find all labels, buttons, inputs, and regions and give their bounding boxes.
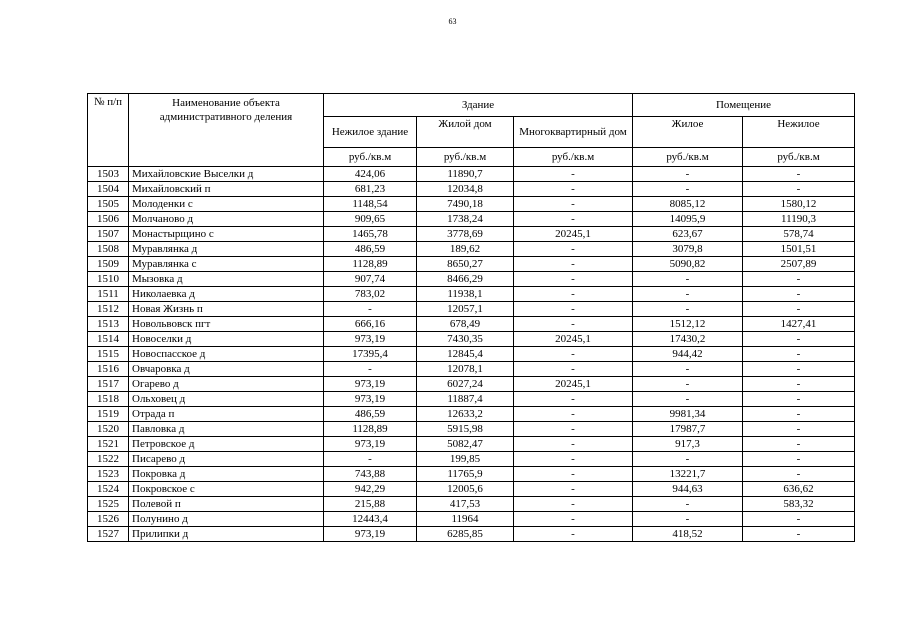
- row-number: 1507: [88, 227, 129, 242]
- table-row: [88, 212, 855, 227]
- row-number: 1516: [88, 362, 129, 377]
- table-row: [88, 512, 855, 527]
- row-value: 8085,12: [633, 197, 743, 212]
- row-value: -: [743, 272, 855, 287]
- row-name: Прилипки д: [129, 527, 324, 542]
- row-number: 1514: [88, 332, 129, 347]
- row-value: -: [514, 167, 633, 182]
- row-value: 12034,8: [417, 182, 514, 197]
- row-name: Мызовка д: [129, 272, 324, 287]
- row-value: -: [324, 362, 417, 377]
- row-value: 17395,4: [324, 347, 417, 362]
- row-value: -: [514, 512, 633, 527]
- row-value: 5090,82: [633, 257, 743, 272]
- row-value: 944,63: [633, 482, 743, 497]
- row-value: 1512,12: [633, 317, 743, 332]
- header-premises: Помещение: [633, 94, 855, 117]
- row-value: -: [633, 167, 743, 182]
- row-value: -: [743, 527, 855, 542]
- row-value: 2507,89: [743, 257, 855, 272]
- row-number: 1513: [88, 317, 129, 332]
- table-body: [88, 167, 855, 542]
- row-value: 11190,3: [743, 212, 855, 227]
- row-value: 6027,24: [417, 377, 514, 392]
- row-value: 11964: [417, 512, 514, 527]
- row-value: 7430,35: [417, 332, 514, 347]
- row-name: Огарево д: [129, 377, 324, 392]
- row-value: -: [633, 302, 743, 317]
- row-value: 12633,2: [417, 407, 514, 422]
- row-name: Полевой п: [129, 497, 324, 512]
- header-residential-house: Жилой дом: [417, 117, 514, 148]
- row-name: Михайловские Выселки д: [129, 167, 324, 182]
- table-row: [88, 467, 855, 482]
- unit-label: руб./кв.м: [514, 148, 633, 167]
- row-number: 1519: [88, 407, 129, 422]
- row-number: 1512: [88, 302, 129, 317]
- row-number: 1508: [88, 242, 129, 257]
- row-value: 678,49: [417, 317, 514, 332]
- table-row: [88, 392, 855, 407]
- header-nonresidential-premises: Нежилое: [743, 117, 855, 148]
- row-value: -: [743, 347, 855, 362]
- row-value: -: [743, 332, 855, 347]
- row-number: 1510: [88, 272, 129, 287]
- unit-label: руб./кв.м: [633, 148, 743, 167]
- row-name: Николаевка д: [129, 287, 324, 302]
- table-row: [88, 332, 855, 347]
- row-number: 1527: [88, 527, 129, 542]
- row-value: 973,19: [324, 377, 417, 392]
- row-number: 1524: [88, 482, 129, 497]
- header-building: Здание: [324, 94, 633, 117]
- row-value: 7490,18: [417, 197, 514, 212]
- row-value: 973,19: [324, 437, 417, 452]
- row-number: 1505: [88, 197, 129, 212]
- row-value: 13221,7: [633, 467, 743, 482]
- row-value: -: [324, 302, 417, 317]
- table-row: [88, 527, 855, 542]
- table-row: [88, 437, 855, 452]
- row-name: Михайловский п: [129, 182, 324, 197]
- header-apartment-building: Многоквартирный дом: [514, 117, 633, 148]
- row-value: -: [514, 272, 633, 287]
- row-value: -: [633, 452, 743, 467]
- header-nonresidential-building: Нежилое здание: [324, 117, 417, 148]
- row-value: -: [514, 242, 633, 257]
- table-row: [88, 482, 855, 497]
- table-row: [88, 497, 855, 512]
- row-value: 666,16: [324, 317, 417, 332]
- unit-label: руб./кв.м: [743, 148, 855, 167]
- row-value: -: [743, 182, 855, 197]
- table-row: [88, 167, 855, 182]
- row-value: 6285,85: [417, 527, 514, 542]
- table-row: [88, 257, 855, 272]
- row-number: 1521: [88, 437, 129, 452]
- row-name: Покровское с: [129, 482, 324, 497]
- row-value: -: [633, 182, 743, 197]
- row-value: -: [514, 302, 633, 317]
- row-value: 486,59: [324, 407, 417, 422]
- row-name: Новая Жизнь п: [129, 302, 324, 317]
- price-table: [87, 93, 855, 542]
- row-value: -: [743, 362, 855, 377]
- row-value: 942,29: [324, 482, 417, 497]
- row-number: 1509: [88, 257, 129, 272]
- row-value: 3778,69: [417, 227, 514, 242]
- row-name: Павловка д: [129, 422, 324, 437]
- table-row: [88, 452, 855, 467]
- row-value: 17430,2: [633, 332, 743, 347]
- row-value: 11887,4: [417, 392, 514, 407]
- row-value: 973,19: [324, 332, 417, 347]
- row-name: Новоспасское д: [129, 347, 324, 362]
- row-number: 1518: [88, 392, 129, 407]
- table-row: [88, 242, 855, 257]
- row-value: 20245,1: [514, 227, 633, 242]
- table-header: [88, 94, 855, 167]
- table-row: [88, 422, 855, 437]
- row-value: -: [743, 422, 855, 437]
- row-value: -: [743, 287, 855, 302]
- row-number: 1511: [88, 287, 129, 302]
- row-value: 583,32: [743, 497, 855, 512]
- row-value: -: [743, 407, 855, 422]
- table-row: [88, 362, 855, 377]
- row-value: -: [633, 497, 743, 512]
- row-value: 14095,9: [633, 212, 743, 227]
- row-value: 578,74: [743, 227, 855, 242]
- row-value: 5915,98: [417, 422, 514, 437]
- row-value: -: [514, 257, 633, 272]
- row-value: 636,62: [743, 482, 855, 497]
- row-value: 1128,89: [324, 257, 417, 272]
- row-value: 1427,41: [743, 317, 855, 332]
- row-value: -: [633, 512, 743, 527]
- unit-label: руб./кв.м: [417, 148, 514, 167]
- table-row: [88, 227, 855, 242]
- unit-label: руб./кв.м: [324, 148, 417, 167]
- row-value: -: [633, 272, 743, 287]
- row-value: 8466,29: [417, 272, 514, 287]
- row-value: -: [514, 392, 633, 407]
- row-value: -: [514, 407, 633, 422]
- row-value: 12005,6: [417, 482, 514, 497]
- row-value: 417,53: [417, 497, 514, 512]
- row-value: 783,02: [324, 287, 417, 302]
- row-value: -: [514, 197, 633, 212]
- table-row: [88, 347, 855, 362]
- table-row: [88, 182, 855, 197]
- row-value: 1148,54: [324, 197, 417, 212]
- row-name: Муравлянка с: [129, 257, 324, 272]
- row-value: -: [514, 287, 633, 302]
- table-row: [88, 407, 855, 422]
- row-value: 424,06: [324, 167, 417, 182]
- row-value: 743,88: [324, 467, 417, 482]
- row-value: -: [514, 212, 633, 227]
- row-value: -: [633, 362, 743, 377]
- row-number: 1523: [88, 467, 129, 482]
- row-number: 1525: [88, 497, 129, 512]
- row-value: 909,65: [324, 212, 417, 227]
- row-value: 17987,7: [633, 422, 743, 437]
- row-name: Писарево д: [129, 452, 324, 467]
- row-value: -: [514, 422, 633, 437]
- row-value: 623,67: [633, 227, 743, 242]
- row-number: 1506: [88, 212, 129, 227]
- row-name: Петровское д: [129, 437, 324, 452]
- row-value: -: [324, 452, 417, 467]
- row-number: 1522: [88, 452, 129, 467]
- row-name: Молчаново д: [129, 212, 324, 227]
- row-name: Ольховец д: [129, 392, 324, 407]
- row-value: 12443,4: [324, 512, 417, 527]
- row-value: 12057,1: [417, 302, 514, 317]
- row-value: -: [514, 482, 633, 497]
- header-name: Наименование объекта административного деления: [129, 94, 324, 167]
- row-number: 1526: [88, 512, 129, 527]
- row-value: -: [514, 347, 633, 362]
- row-value: 8650,27: [417, 257, 514, 272]
- row-value: -: [514, 437, 633, 452]
- table-row: [88, 287, 855, 302]
- row-value: -: [743, 437, 855, 452]
- row-number: 1504: [88, 182, 129, 197]
- row-value: 215,88: [324, 497, 417, 512]
- row-value: 1738,24: [417, 212, 514, 227]
- row-value: -: [743, 452, 855, 467]
- row-name: Новоселки д: [129, 332, 324, 347]
- row-value: 973,19: [324, 392, 417, 407]
- row-value: 3079,8: [633, 242, 743, 257]
- row-value: -: [514, 527, 633, 542]
- row-value: 11765,9: [417, 467, 514, 482]
- row-value: 11890,7: [417, 167, 514, 182]
- row-value: -: [743, 392, 855, 407]
- row-value: -: [743, 512, 855, 527]
- row-value: 12078,1: [417, 362, 514, 377]
- table-row: [88, 377, 855, 392]
- table-row: [88, 302, 855, 317]
- header-residential-premises: Жилое: [633, 117, 743, 148]
- row-value: -: [743, 167, 855, 182]
- row-name: Полунино д: [129, 512, 324, 527]
- row-value: 1501,51: [743, 242, 855, 257]
- row-value: 917,3: [633, 437, 743, 452]
- page-number: 63: [448, 17, 457, 26]
- row-value: 20245,1: [514, 377, 633, 392]
- row-name: Новольвовск пгт: [129, 317, 324, 332]
- row-value: -: [514, 452, 633, 467]
- row-value: -: [514, 497, 633, 512]
- table-row: [88, 197, 855, 212]
- row-value: 486,59: [324, 242, 417, 257]
- row-value: -: [743, 302, 855, 317]
- row-value: 199,85: [417, 452, 514, 467]
- row-value: 20245,1: [514, 332, 633, 347]
- row-value: 681,23: [324, 182, 417, 197]
- table-row: [88, 317, 855, 332]
- table-row: [88, 272, 855, 287]
- row-name: Монастырщино с: [129, 227, 324, 242]
- row-value: 907,74: [324, 272, 417, 287]
- row-value: -: [514, 467, 633, 482]
- row-value: -: [743, 467, 855, 482]
- row-value: 189,62: [417, 242, 514, 257]
- row-name: Овчаровка д: [129, 362, 324, 377]
- header-number: № п/п: [88, 94, 129, 167]
- row-name: Отрада п: [129, 407, 324, 422]
- row-value: 9981,34: [633, 407, 743, 422]
- row-value: 12845,4: [417, 347, 514, 362]
- row-value: 1580,12: [743, 197, 855, 212]
- row-number: 1515: [88, 347, 129, 362]
- row-value: 973,19: [324, 527, 417, 542]
- row-value: -: [633, 287, 743, 302]
- row-value: -: [633, 392, 743, 407]
- row-value: -: [743, 377, 855, 392]
- row-name: Муравлянка д: [129, 242, 324, 257]
- row-value: -: [514, 182, 633, 197]
- row-value: -: [633, 377, 743, 392]
- row-value: 5082,47: [417, 437, 514, 452]
- row-number: 1503: [88, 167, 129, 182]
- row-value: 418,52: [633, 527, 743, 542]
- row-value: 1465,78: [324, 227, 417, 242]
- row-number: 1520: [88, 422, 129, 437]
- row-name: Покровка д: [129, 467, 324, 482]
- row-value: -: [514, 362, 633, 377]
- row-number: 1517: [88, 377, 129, 392]
- row-value: 11938,1: [417, 287, 514, 302]
- row-name: Молоденки с: [129, 197, 324, 212]
- row-value: -: [514, 317, 633, 332]
- row-value: 1128,89: [324, 422, 417, 437]
- row-value: 944,42: [633, 347, 743, 362]
